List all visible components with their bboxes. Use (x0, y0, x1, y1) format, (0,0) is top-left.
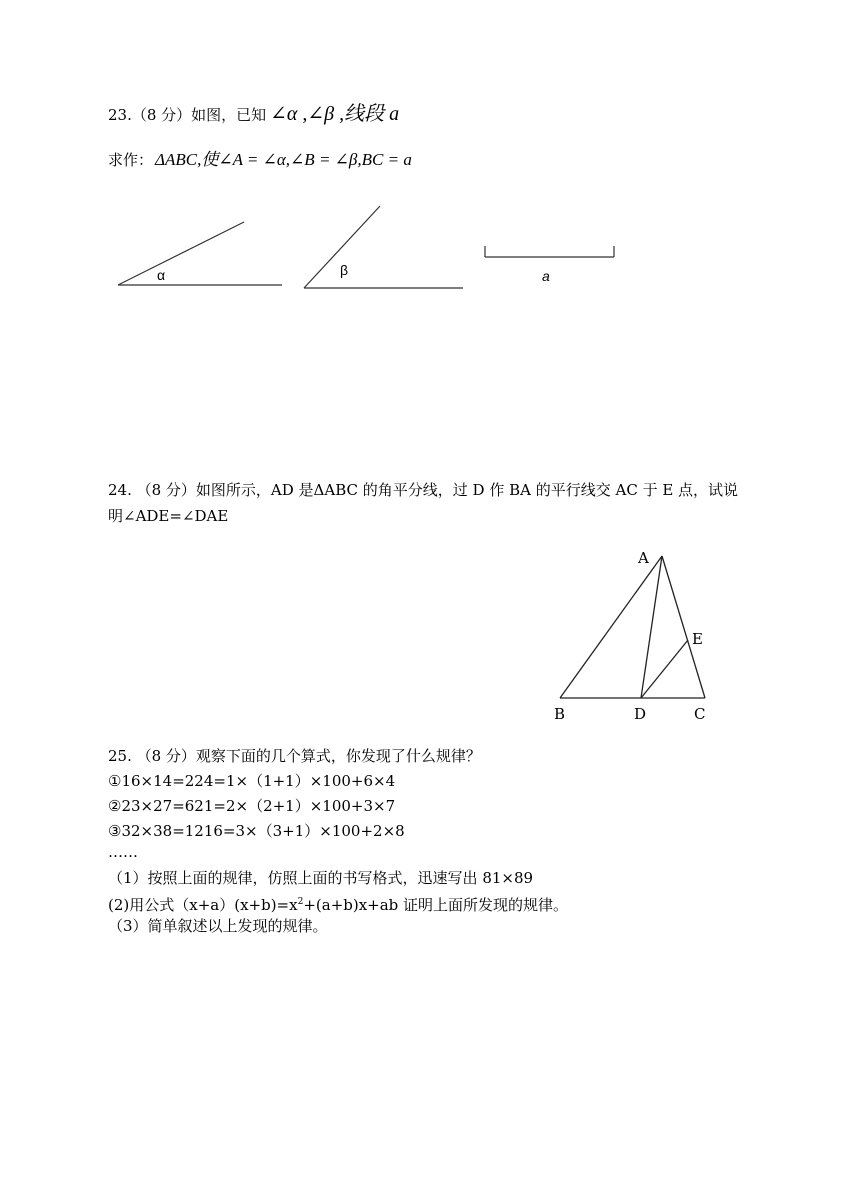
q25-eq3: ③32×38=1216=3×（3+1）×100+2×8 (108, 822, 405, 840)
vertex-b-label: B (554, 705, 566, 723)
q25-sub3: （3）简单叙述以上发现的规律。 (108, 917, 328, 935)
side-ac (662, 556, 705, 698)
q23-given: ∠α ,∠β ,线段 a (270, 103, 400, 125)
vertex-e-label: E (692, 630, 703, 648)
q23-prefix: 23.（8 分）如图，已知 (108, 106, 267, 124)
segment-a-label: a (542, 268, 550, 284)
beta-label: β (340, 262, 349, 278)
vertex-a-label: A (638, 549, 649, 567)
q25-intro: 25. （8 分）观察下面的几个算式，你发现了什么规律？ (108, 747, 481, 765)
q23-task-math: ΔABC,使∠A = ∠α,∠B = ∠β,BC = a (155, 150, 412, 169)
q25-sub2-sup: 2 (297, 897, 304, 907)
q25-sub2-post: +(a+b)x+ab 证明上面所发现的规律。 (303, 896, 569, 914)
q25-sub2-pre: (2)用公式（x+a）(x+b)=x (108, 896, 298, 914)
q25-eq2: ②23×27=621=2×（2+1）×100+3×7 (108, 797, 396, 815)
q25-ellipsis: …… (108, 843, 138, 861)
q25-sub1: （1）按照上面的规律，仿照上面的书写格式，迅速写出 81×89 (108, 869, 534, 887)
vertex-d-label: D (634, 705, 647, 723)
q24-line1: 24. （8 分）如图所示，AD 是ΔABC 的角平分线，过 D 作 BA 的平行线交 AC 于 E 点，试说 (108, 481, 739, 499)
alpha-label: α (157, 267, 166, 283)
vertex-c-label: C (694, 705, 706, 723)
side-ab (560, 556, 662, 698)
q25-eq1: ①16×14=224=1×（1+1）×100+6×4 (108, 772, 396, 790)
q25-sub2 (108, 892, 568, 915)
q24-line2: 明∠ADE=∠DAE (108, 507, 229, 525)
q23-task-prefix: 求作： (108, 151, 154, 169)
